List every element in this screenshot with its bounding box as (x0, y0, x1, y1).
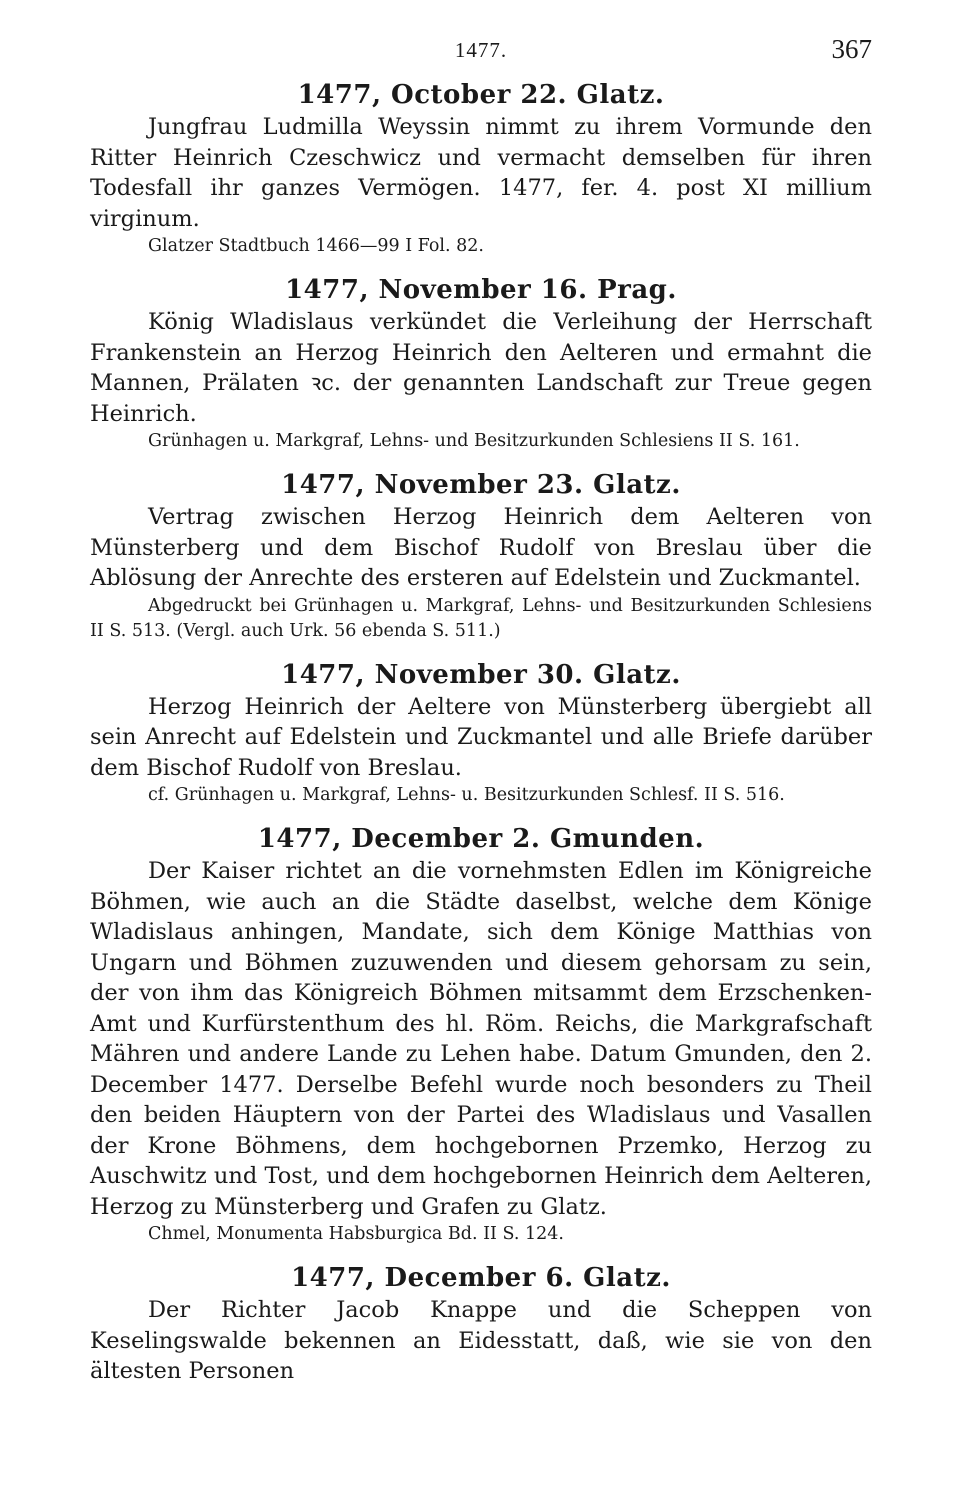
running-head (90, 30, 872, 78)
entry-heading: 1477, November 30. Glatz. (281, 659, 681, 690)
entry-source: Abgedruckt bei Grünhagen u. Markgraf, Lehns- und Besitzurkunden Schlesiens II S. 513. (Vergl. auch Urk. 56 ebenda S. 511.) (90, 595, 872, 641)
entry-body: Vertrag zwischen Herzog Heinrich dem Aelteren von Münsterberg und dem Bischof Rudolf von Breslau über die Ablösung der Anrechte des ersteren auf Edelstein und Zuckmantel. (90, 504, 872, 591)
document-page (90, 30, 872, 1401)
entry-1477-11-23 (90, 468, 872, 644)
entry-body: König Wladislaus verkündet die Verleihung der Herrschaft Frankenstein an Herzog Heinrich den Aelteren und ermahnt die Mannen, Prälaten ꝛc. der genannten Landschaft zur Treue gegen Heinrich. (90, 309, 872, 427)
entry-heading: 1477, December 2. Gmunden. (257, 824, 705, 854)
entry-body: Der Richter Jacob Knappe und die Scheppen von Keselingswalde bekennen an Eidesstatt, daß, wie sie von den ältesten Personen (90, 1297, 872, 1384)
entry-heading: 1477, November 23. Glatz. (281, 470, 681, 500)
entry-heading: 1477, December 6. Glatz. (291, 1263, 671, 1293)
entry-source: Grünhagen u. Markgraf, Lehns- und Besitzurkunden Schlesiens II S. 161. (148, 431, 800, 451)
entry-body: Der Kaiser richtet an die vornehmsten Edlen im Königreiche Böhmen, wie auch an die Städte daselbst, welche dem Könige Wladislaus anhingen, Mandate, sich dem Könige Matthias von Ungarn und Böhmen zuzuwenden und diesem gehorsam zu sein, der von ihm das Königreich Böhmen mitsammt dem Erzschenken-Amt und Kurfürstenthum des hl. Röm. Reichs, die Markgrafschaft Mähren und andere Lande zu Lehen habe. Datum Gmunden, den 2. December 1477. Derselbe Befehl wurde noch besonders zu Theil den beiden Häuptern von der Partei des Wladislaus und Vasallen der Krone Böhmens, dem hochgebornen Przemko, Herzog zu Auschwitz und Tost, und dem hochgebornen Heinrich dem Aelteren, Herzog zu Münsterberg und Grafen zu Glatz. (90, 858, 872, 1220)
entry-heading: 1477, October 22. Glatz. (297, 80, 665, 110)
entry-source: Chmel, Monumenta Habsburgica Bd. II S. 124. (148, 1224, 564, 1244)
entry-heading: 1477, November 16. Prag. (285, 275, 677, 305)
entry-1477-12-06 (90, 1261, 872, 1387)
page-number: 367 (831, 34, 872, 64)
entry-source: cf. Grünhagen u. Markgraf, Lehns- u. Besitzurkunden Schlesf. II S. 516. (148, 785, 785, 805)
entry-1477-12-02 (90, 822, 872, 1247)
entry-1477-11-16 (90, 273, 872, 454)
entry-body: Herzog Heinrich der Aeltere von Münsterberg übergiebt all sein Anrecht auf Edelstein und Zuckmantel und alle Briefe darüber dem Bischof Rudolf von Breslau. (90, 693, 872, 781)
entry-1477-10-22 (90, 78, 872, 259)
entry-source: Glatzer Stadtbuch 1466—99 I Fol. 82. (148, 236, 484, 256)
running-title: 1477. (454, 38, 508, 62)
entry-1477-11-30 (90, 658, 872, 809)
entry-body: Jungfrau Ludmilla Weyssin nimmt zu ihrem Vormunde den Ritter Heinrich Czeschwicz und vermacht demselben für ihren Todesfall ihr ganzes Vermögen. 1477, fer. 4. post XI millium virginum. (90, 114, 872, 232)
